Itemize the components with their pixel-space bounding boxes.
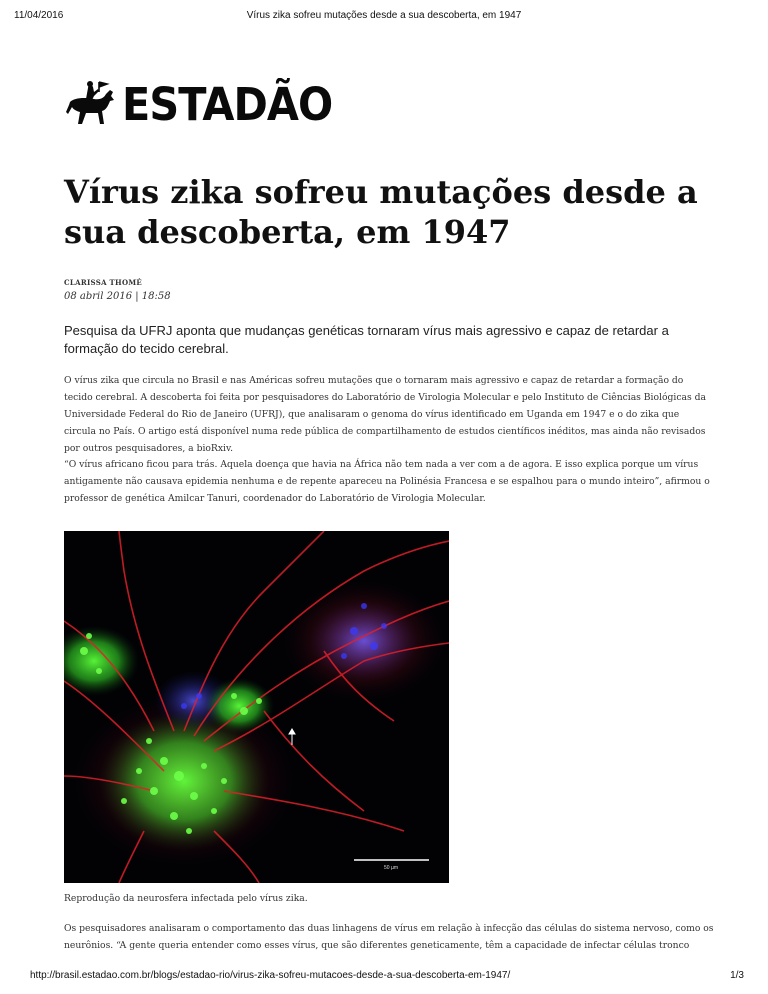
article-paragraph-2: “O vírus africano ficou para trás. Aquela doença que havia na África não tem nada a ver com a de agora. E isso explica porque um vírus antigamente não causava epidemia nenhuma e de repente apareceu na Polinésia Francesa e se espalhou para o mundo inteiro”, afirmou o professor de genética Amilcar Tanuri, coordenador do Laboratório de Virologia Molecular. (64, 459, 710, 504)
micrograph-image (64, 531, 449, 883)
print-header (0, 10, 768, 24)
article-author[interactable]: CLARISSA THOMÉ (64, 278, 143, 287)
article-paragraph-1: O vírus zika que circula no Brasil e nas Américas sofreu mutações que o tornaram mais agressivo e capaz de retardar a formação do tecido cerebral. A descoberta foi feita por pesquisadores do Laboratório de Virologia Molecular e pelo Instituto de Ciências Biológicas da Universidade Federal do Rio de Janeiro (UFRJ), que analisaram o genoma do vírus identificado em Uganda em 1947 e o do zika que circula no País. O artigo está disponível numa rede pública de compartilhamento de estudos científicos inéditos, mas ainda não revisados por outros pesquisadores, a bioRxiv. (64, 375, 706, 454)
neurosphere-micrograph (64, 531, 449, 883)
logo-wordmark: ESTADÃO (122, 78, 333, 131)
horse-rider-icon (64, 80, 116, 130)
page-number: 1/3 (730, 970, 744, 981)
print-date: 11/04/2016 (14, 10, 64, 21)
figure-caption: Reprodução da neurosfera infectada pelo vírus zika. (64, 893, 308, 904)
article-lede: Pesquisa da UFRJ aponta que mudanças genéticas tornaram vírus mais agressivo e capaz de retardar a formação do tecido cerebral. (64, 323, 669, 356)
article-headline: Vírus zika sofreu mutações desde a sua descoberta, em 1947 (64, 173, 698, 251)
article-date: 08 abril 2016 | 18:58 (64, 291, 171, 302)
estadao-logo[interactable] (64, 80, 351, 130)
scale-bar-label: 50 µm (384, 865, 398, 871)
print-title: Vírus zika sofreu mutações desde a sua descoberta, em 1947 (246, 10, 522, 21)
article-paragraph-3: Os pesquisadores analisaram o comportamento das duas linhagens de vírus em relação à infecção das células do sistema nervoso, como os neurônios. “A gente queria entender como esses vírus, que são diferentes geneticamente, têm a capacidade de infectar células tronco (64, 923, 714, 951)
print-footer (0, 970, 768, 984)
print-url: http://brasil.estadao.com.br/blogs/estadao-rio/virus-zika-sofreu-mutacoes-desde-a-sua-descoberta-em-1947/ (30, 970, 511, 981)
